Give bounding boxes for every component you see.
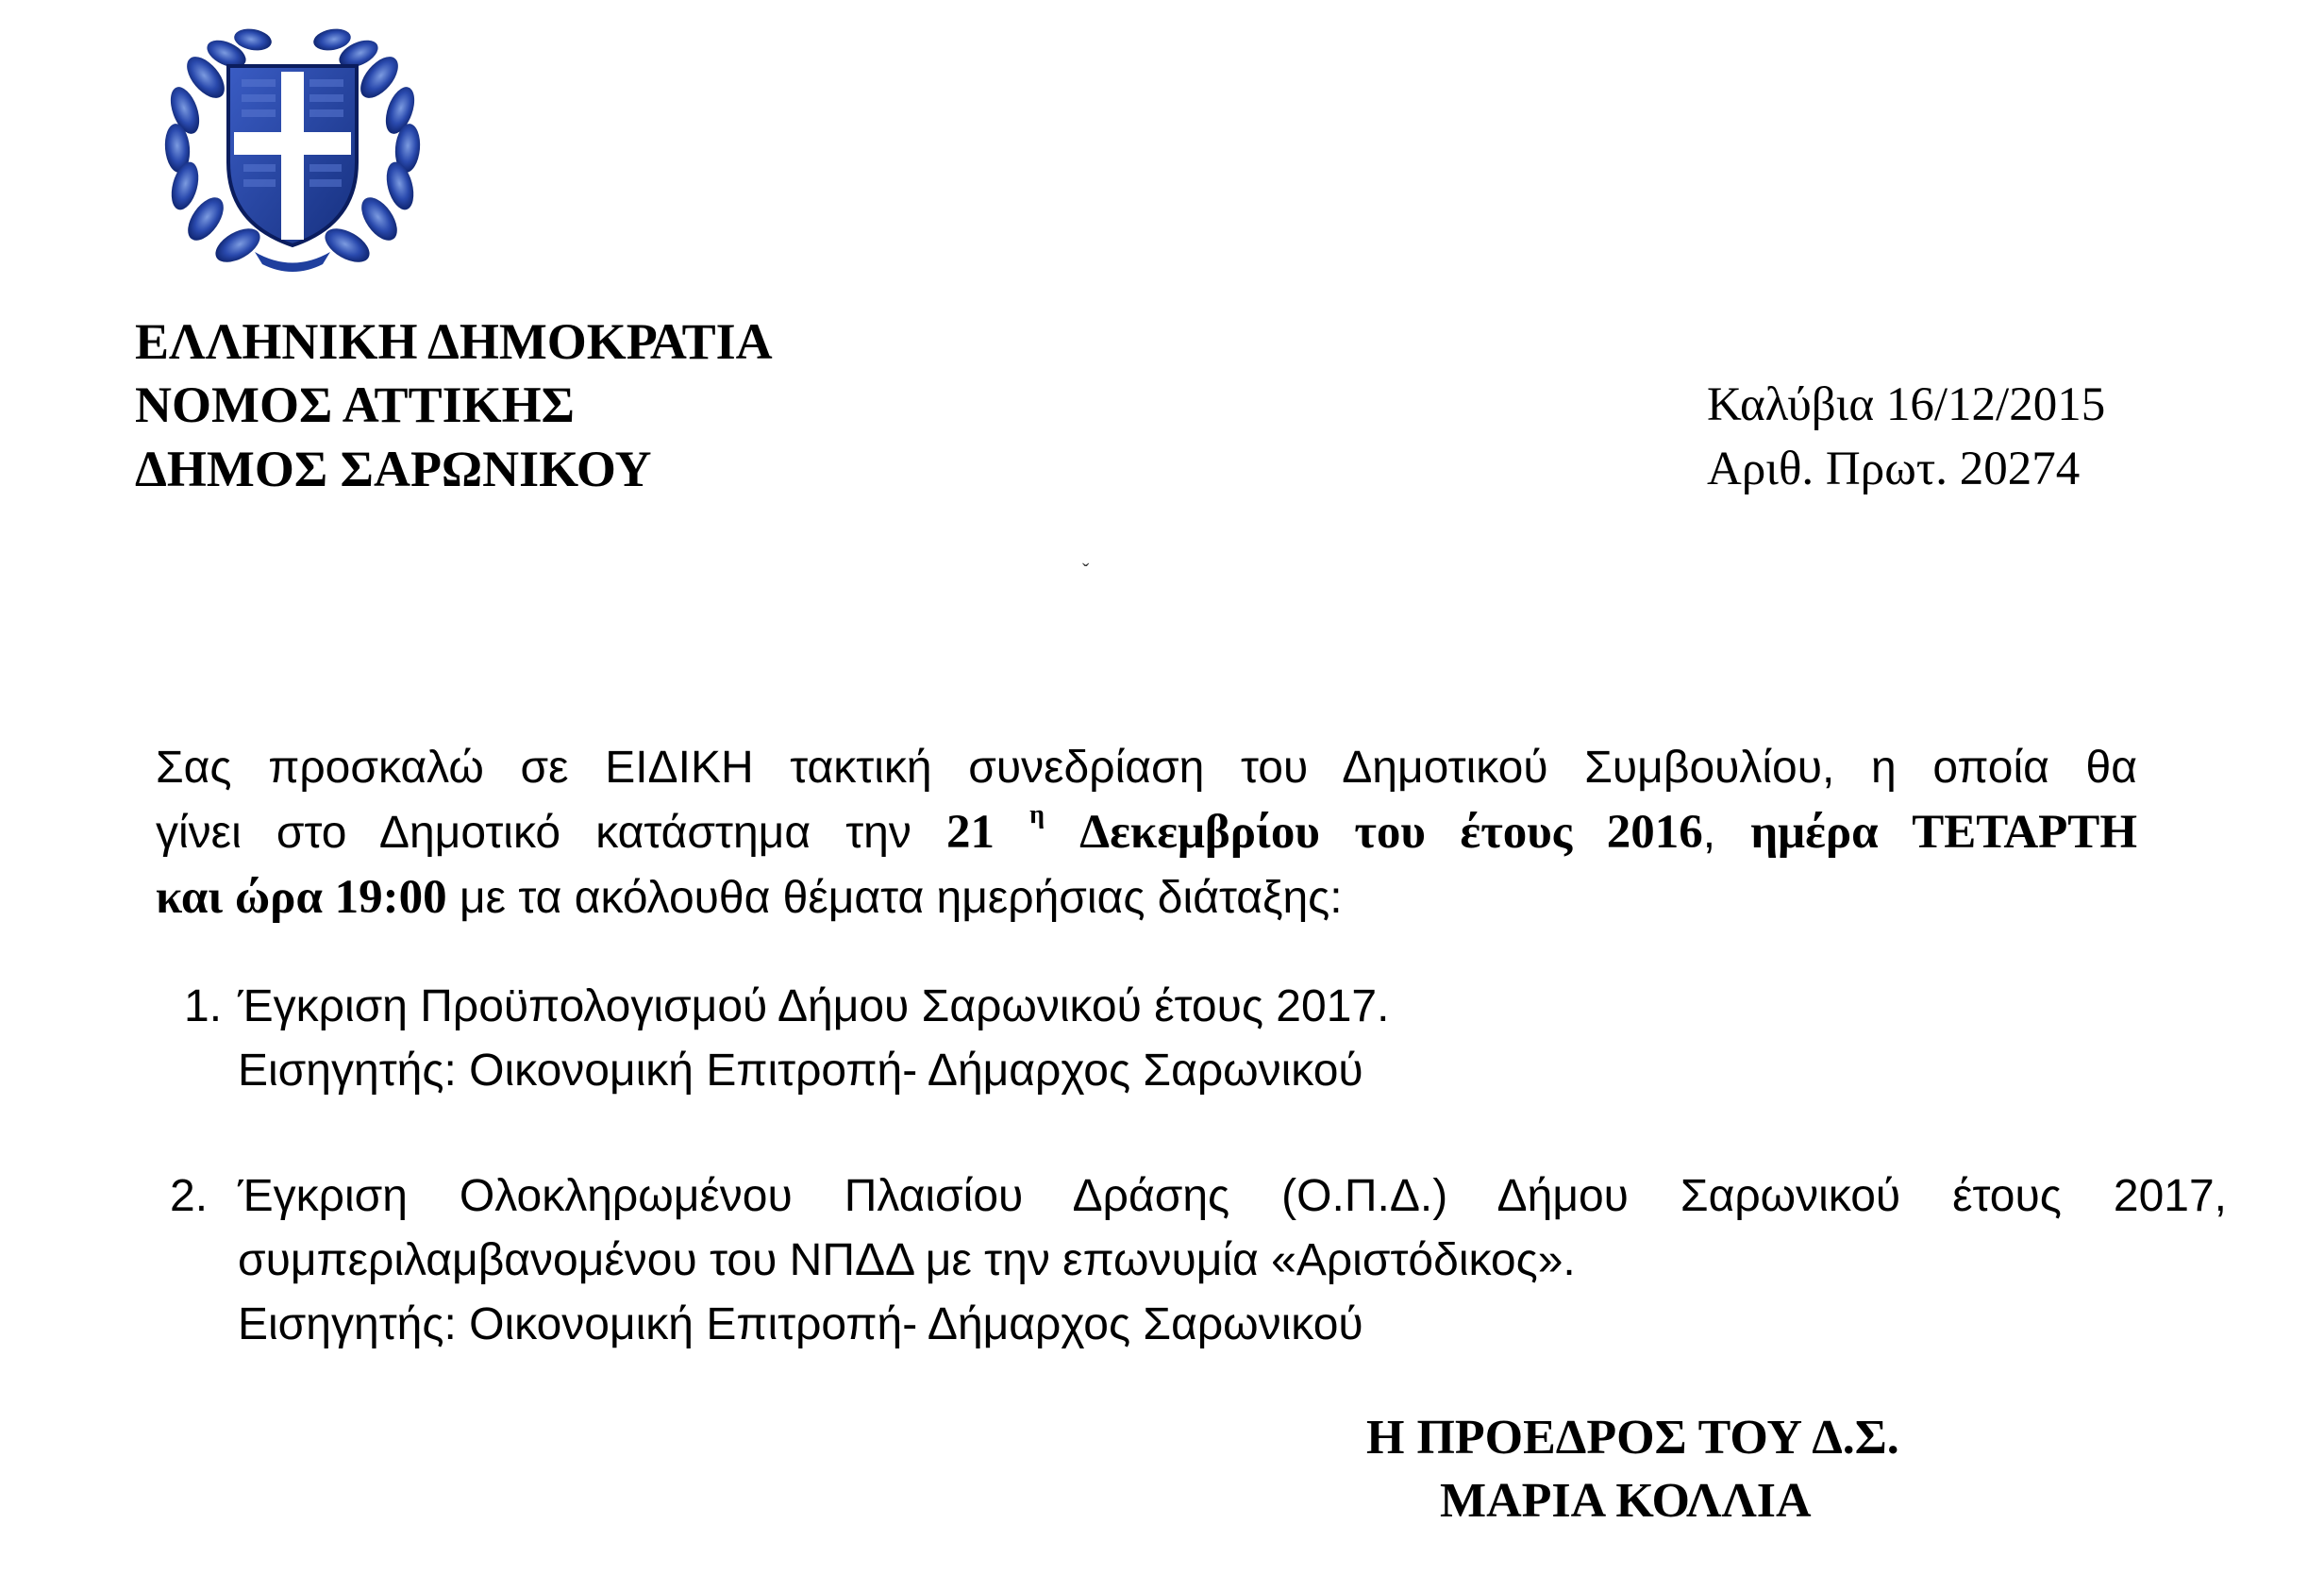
agenda-item-rapporteur: Εισηγητής: Οικονομική Επιτροπή- Δήμαρχος Σαρωνικού: [238, 1046, 1363, 1096]
agenda-item-title-continued: συμπεριλαμβανομένου του ΝΠΔΔ με την επωνυμία «Αριστόδικος».: [238, 1235, 1576, 1285]
meeting-day: 21: [945, 806, 995, 859]
intro-separator: ,: [1702, 808, 1751, 858]
agenda-item: [184, 975, 1788, 1103]
header-prefecture: ΝΟΜΟΣ ΑΤΤΙΚΗΣ: [135, 377, 575, 433]
intro-line-3-rest: με τα ακόλουθα θέματα ημερήσιας διάταξης:: [446, 873, 1343, 923]
agenda-item-title: Έγκριση Ολοκληρωμένου Πλαισίου Δράσης (Ο.Π.Δ.) Δήμου Σαρωνικού έτους 2017,: [238, 1171, 2227, 1221]
meeting-day-ordinal: η: [1029, 800, 1045, 829]
signatory-title: Η ΠΡΟΕΔΡΟΣ ΤΟΥ Δ.Σ.: [1366, 1411, 1899, 1465]
invitation-paragraph: [156, 736, 2137, 930]
document-date: Καλύβια 16/12/2015: [1707, 378, 2106, 431]
stray-mark: ˇ: [1082, 559, 1090, 582]
meeting-weekday: ημέρα ΤΕΤΑΡΤΗ: [1750, 806, 2137, 859]
agenda-item: [170, 1164, 2227, 1357]
agenda-item-number: 1.: [184, 981, 223, 1031]
meeting-date: Δεκεμβρίου του έτους 2016: [1079, 806, 1703, 859]
intro-line-2-prefix: γίνει στο Δημοτικό κατάστημα την: [156, 808, 946, 858]
protocol-number: Αριθ. Πρωτ. 20274: [1707, 443, 2081, 495]
intro-line-3: [156, 865, 2137, 930]
intro-line-1: Σας προσκαλώ σε ΕΙΔΙΚΗ τακτική συνεδρίαση του Δημοτικού Συμβουλίου, η οποία θα: [156, 743, 2137, 793]
agenda-item-rapporteur: Εισηγητής: Οικονομική Επιτροπή- Δήμαρχος Σαρωνικού: [238, 1299, 1363, 1349]
intro-line-2: [156, 800, 2137, 865]
agenda-item-title: Έγκριση Προϋπολογισμού Δήμου Σαρωνικού έτους 2017.: [238, 981, 1390, 1031]
agenda-item-number: 2.: [170, 1171, 209, 1221]
signatory-name: ΜΑΡΙΑ ΚΟΛΛΙΑ: [1440, 1474, 1812, 1528]
header-country: ΕΛΛΗΝΙΚΗ ΔΗΜΟΚΡΑΤΙΑ: [135, 313, 773, 370]
header-municipality: ΔΗΜΟΣ ΣΑΡΩΝΙΚΟΥ: [135, 441, 652, 497]
greek-coat-of-arms-icon: [151, 21, 434, 276]
meeting-time: και ώρα 19:00: [156, 871, 447, 924]
